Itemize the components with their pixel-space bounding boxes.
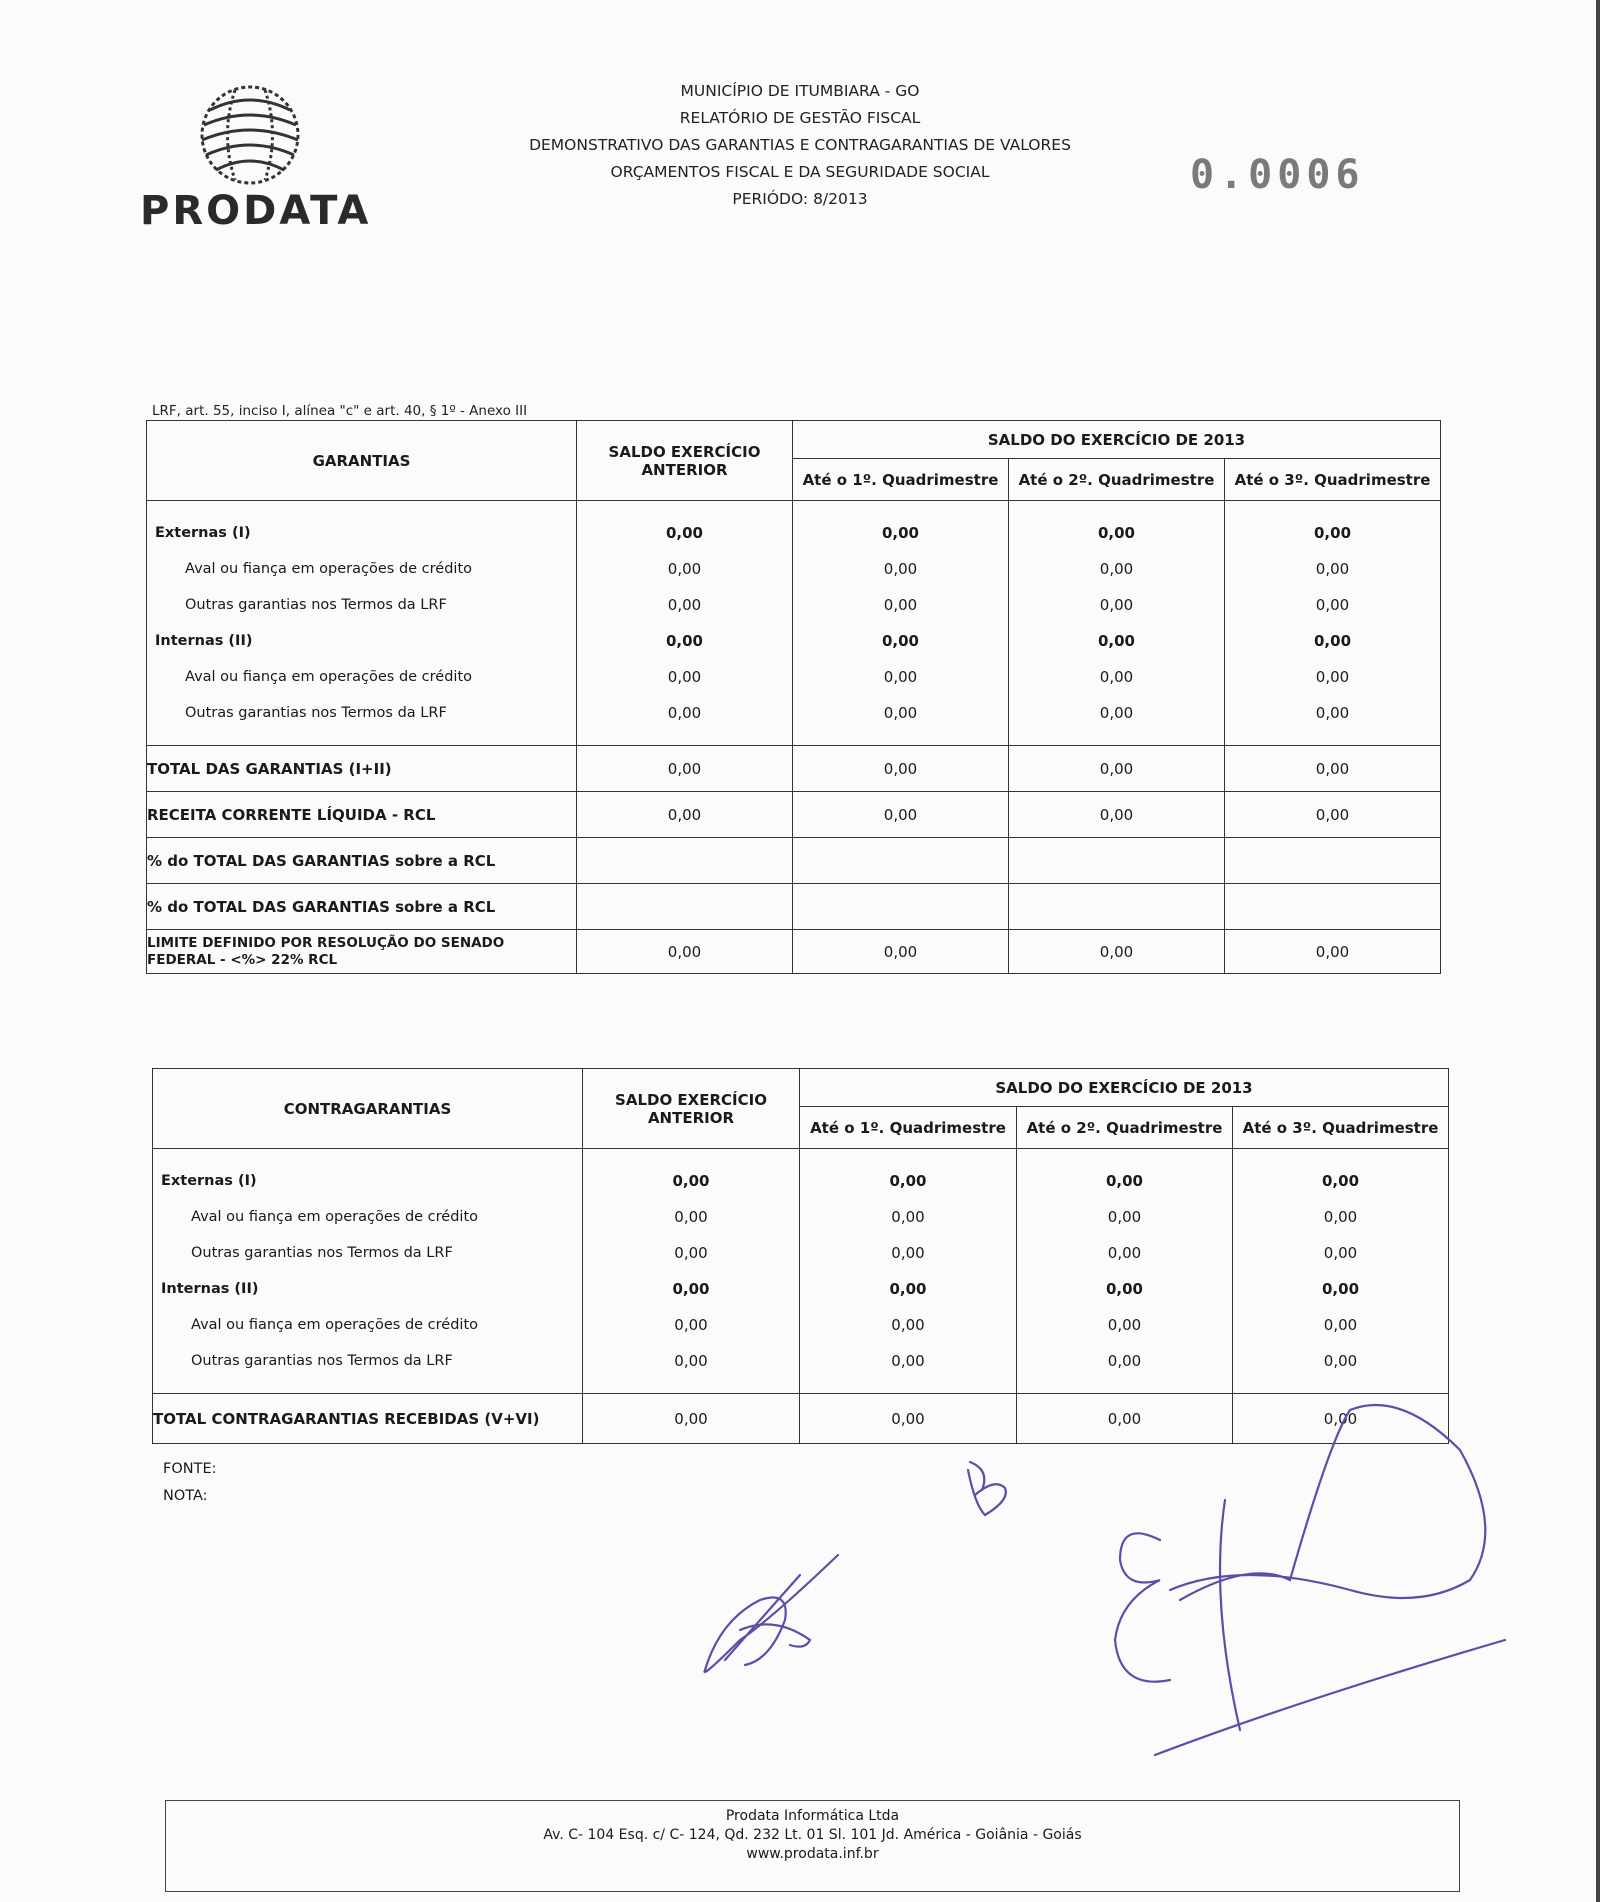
row-value: 0,00 (667, 668, 702, 686)
company-address: Av. C- 104 Esq. c/ C- 124, Qd. 232 Lt. 01 Sl. 101 Jd. América - Goiânia - Goiás (543, 1827, 1082, 1843)
garantias-table (146, 420, 1441, 974)
total-value: 0,00 (1017, 1394, 1233, 1444)
limite-value: 0,00 (793, 930, 1009, 974)
contragarantias-col-q2: Até o 2º. Quadrimestre (1017, 1107, 1233, 1149)
legal-reference: LRF, art. 55, inciso I, alínea "c" e art. 40, § 1º - Anexo III (152, 403, 528, 419)
row-value: 0,00 (881, 632, 919, 650)
row-value: 0,00 (891, 1316, 925, 1334)
garantias-values-q1 (793, 501, 1009, 746)
notes-block (163, 1456, 217, 1510)
total-value: 0,00 (1009, 746, 1225, 792)
row-label: Outras garantias nos Termos da LRF (185, 705, 447, 721)
row-value: 0,00 (1315, 668, 1350, 686)
total-value: 0,00 (800, 1394, 1017, 1444)
rcl-row (147, 792, 1441, 838)
row-label: Internas (II) (161, 1281, 259, 1297)
limite-value: 0,00 (1225, 930, 1441, 974)
contragarantias-values-q2 (1017, 1149, 1233, 1394)
garantias-col-q2: Até o 2º. Quadrimestre (1009, 459, 1225, 501)
limite-value: 0,00 (1009, 930, 1225, 974)
row-value: 0,00 (665, 632, 703, 650)
total-label: TOTAL CONTRAGARANTIAS RECEBIDAS (V+VI) (153, 1394, 583, 1444)
row-value: 0,00 (1107, 1352, 1142, 1370)
row-value: 0,00 (667, 704, 702, 722)
row-value: 0,00 (667, 560, 702, 578)
row-value: 0,00 (891, 1244, 925, 1262)
row-value: 0,00 (1314, 632, 1352, 650)
pct-label: % do TOTAL DAS GARANTIAS sobre a RCL (147, 838, 577, 884)
row-value: 0,00 (1099, 560, 1134, 578)
report-header (490, 78, 1110, 213)
row-value: 0,00 (1099, 704, 1134, 722)
rcl-value: 0,00 (577, 792, 793, 838)
contragarantias-col-q1: Até o 1º. Quadrimestre (800, 1107, 1017, 1149)
pct-label: % do TOTAL DAS GARANTIAS sobre a RCL (147, 884, 577, 930)
row-value: 0,00 (1099, 596, 1134, 614)
limite-value: 0,00 (577, 930, 793, 974)
footer-box (165, 1800, 1460, 1892)
row-value: 0,00 (1105, 1280, 1143, 1298)
logo-wordmark: PRODATA (140, 188, 372, 234)
row-value: 0,00 (672, 1172, 710, 1190)
rcl-value: 0,00 (1225, 792, 1441, 838)
row-value: 0,00 (883, 668, 918, 686)
total-value: 0,00 (1225, 746, 1441, 792)
contragarantias-table (152, 1068, 1449, 1444)
row-value: 0,00 (883, 704, 918, 722)
row-value: 0,00 (1097, 632, 1135, 650)
row-value: 0,00 (1099, 668, 1134, 686)
limite-row (147, 930, 1441, 974)
row-value: 0,00 (891, 1208, 925, 1226)
row-value: 0,00 (889, 1172, 927, 1190)
garantias-col-year: SALDO DO EXERCÍCIO DE 2013 (793, 421, 1441, 459)
total-value: 0,00 (577, 746, 793, 792)
garantias-labels (147, 501, 577, 746)
row-value: 0,00 (1315, 704, 1350, 722)
row-value: 0,00 (1097, 524, 1135, 542)
row-label: Externas (I) (161, 1173, 257, 1189)
row-value: 0,00 (674, 1244, 708, 1262)
garantias-values-q3 (1225, 501, 1441, 746)
limite-label: LIMITE DEFINIDO POR RESOLUÇÃO DO SENADO FEDERAL - <%> 22% RCL (147, 930, 577, 974)
row-label: Aval ou fiança em operações de crédito (185, 561, 473, 577)
row-value: 0,00 (1107, 1208, 1142, 1226)
page-number-stamp: 0.0006 (1190, 152, 1365, 198)
contragarantias-values-prev (583, 1149, 800, 1394)
contragarantias-col-year: SALDO DO EXERCÍCIO DE 2013 (800, 1069, 1449, 1107)
row-value: 0,00 (1323, 1352, 1358, 1370)
garantias-col-prev: SALDO EXERCÍCIO ANTERIOR (577, 421, 793, 501)
initial-mark (968, 1462, 1006, 1515)
row-value: 0,00 (891, 1352, 925, 1370)
row-value: 0,00 (1315, 560, 1350, 578)
row-label: Aval ou fiança em operações de crédito (191, 1317, 479, 1333)
garantias-col-q1: Até o 1º. Quadrimestre (793, 459, 1009, 501)
budget-scope: ORÇAMENTOS FISCAL E DA SEGURIDADE SOCIAL (610, 163, 990, 181)
row-value: 0,00 (672, 1280, 710, 1298)
row-value: 0,00 (1107, 1316, 1142, 1334)
rcl-value: 0,00 (1009, 792, 1225, 838)
contragarantias-col-prev: SALDO EXERCÍCIO ANTERIOR (583, 1069, 800, 1149)
company-website[interactable]: www.prodata.inf.br (746, 1846, 879, 1862)
row-value: 0,00 (1107, 1244, 1142, 1262)
garantias-values-q2 (1009, 501, 1225, 746)
row-label: Aval ou fiança em operações de crédito (191, 1209, 479, 1225)
rcl-value: 0,00 (793, 792, 1009, 838)
rcl-label: RECEITA CORRENTE LÍQUIDA - RCL (147, 792, 577, 838)
row-value: 0,00 (667, 596, 702, 614)
contragarantias-col-label: CONTRAGARANTIAS (153, 1069, 583, 1149)
report-title: RELATÓRIO DE GESTÃO FISCAL (679, 109, 921, 127)
globe-icon (140, 80, 360, 190)
row-value: 0,00 (665, 524, 703, 542)
row-value: 0,00 (1314, 524, 1352, 542)
total-value: 0,00 (583, 1394, 800, 1444)
row-value: 0,00 (674, 1208, 708, 1226)
row-value: 0,00 (883, 560, 918, 578)
row-label: Aval ou fiança em operações de crédito (185, 669, 473, 685)
contragarantias-col-q3: Até o 3º. Quadrimestre (1233, 1107, 1449, 1149)
row-label: Internas (II) (155, 633, 253, 649)
pct-row-2 (147, 884, 1441, 930)
row-value: 0,00 (881, 524, 919, 542)
row-value: 0,00 (889, 1280, 927, 1298)
row-label: Externas (I) (155, 525, 251, 541)
signature-left (704, 1555, 838, 1672)
scan-edge (1596, 0, 1600, 1902)
row-label: Outras garantias nos Termos da LRF (191, 1245, 453, 1261)
contragarantias-labels (153, 1149, 583, 1394)
contragarantias-total-row (153, 1394, 1449, 1444)
garantias-col-q3: Até o 3º. Quadrimestre (1225, 459, 1441, 501)
total-value: 0,00 (793, 746, 1009, 792)
prodata-logo (140, 80, 372, 235)
report-period: PERIÓDO: 8/2013 (732, 190, 868, 208)
row-value: 0,00 (674, 1352, 708, 1370)
pct-row-1 (147, 838, 1441, 884)
row-value: 0,00 (1323, 1244, 1358, 1262)
garantias-values-prev (577, 501, 793, 746)
fonte-label: FONTE: (163, 1461, 217, 1477)
nota-label: NOTA: (163, 1488, 208, 1504)
report-subtitle: DEMONSTRATIVO DAS GARANTIAS E CONTRAGARANTIAS DE VALORES (529, 136, 1071, 154)
total-value: 0,00 (1233, 1394, 1449, 1444)
signature-right (1115, 1405, 1505, 1755)
row-value: 0,00 (1322, 1172, 1360, 1190)
garantias-total-row (147, 746, 1441, 792)
row-label: Outras garantias nos Termos da LRF (185, 597, 447, 613)
row-value: 0,00 (883, 596, 918, 614)
row-value: 0,00 (1323, 1208, 1358, 1226)
company-name: Prodata Informática Ltda (725, 1808, 900, 1824)
row-value: 0,00 (1323, 1316, 1358, 1334)
row-value: 0,00 (1315, 596, 1350, 614)
row-label: Outras garantias nos Termos da LRF (191, 1353, 453, 1369)
row-value: 0,00 (1322, 1280, 1360, 1298)
garantias-col-label: GARANTIAS (147, 421, 577, 501)
row-value: 0,00 (1105, 1172, 1143, 1190)
total-label: TOTAL DAS GARANTIAS (I+II) (147, 746, 577, 792)
municipality-title: MUNICÍPIO DE ITUMBIARA - GO (680, 82, 920, 100)
row-value: 0,00 (674, 1316, 708, 1334)
contragarantias-values-q3 (1233, 1149, 1449, 1394)
contragarantias-values-q1 (800, 1149, 1017, 1394)
